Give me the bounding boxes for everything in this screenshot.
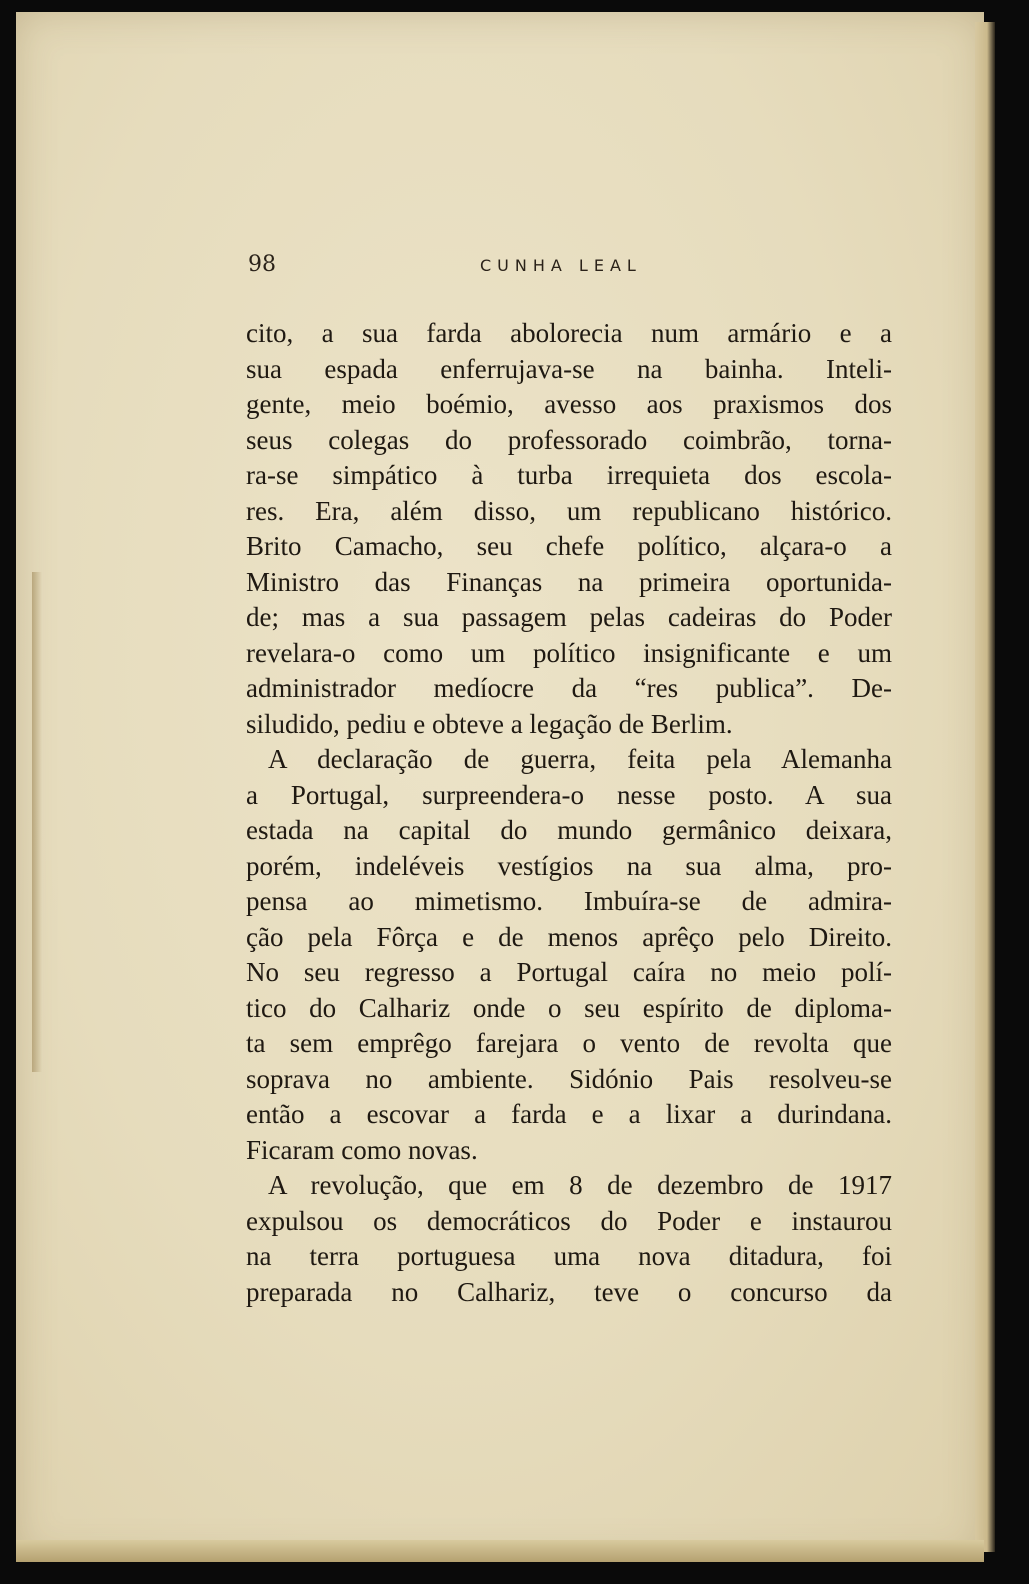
page-number: 98: [248, 252, 276, 277]
text-line: ta sem emprêgo farejara o vento de revolta que: [246, 1028, 892, 1058]
text-line: A revolução, que em 8 de dezembro de 1917: [268, 1170, 892, 1200]
text-line: na terra portuguesa uma nova ditadura, foi: [246, 1241, 892, 1271]
text-line: estada na capital do mundo germânico deixara,: [246, 815, 892, 845]
text-line: expulsou os democráticos do Poder e instaurou: [246, 1205, 892, 1236]
text-line: A declaração de guerra, feita pela Alemanha: [268, 744, 892, 774]
text-line: a Portugal, surpreendera-o nesse posto. A sua: [246, 779, 892, 810]
text-line: cito, a sua farda abolorecia num armário e a: [246, 318, 892, 348]
page-right-edge: [975, 22, 995, 1552]
text-line: de; mas a sua passagem pelas cadeiras do Poder: [246, 602, 892, 632]
text-line: então a escovar a farda e a lixar a durindana.: [246, 1099, 892, 1129]
text-line: administrador medíocre da “res publica”. De-: [246, 673, 892, 703]
text-line: soprava no ambiente. Sidónio Pais resolveu-se: [246, 1063, 892, 1094]
body-text: [246, 316, 892, 1310]
text-line: No seu regresso a Portugal caíra no meio polí-: [246, 957, 892, 987]
text-line: res. Era, além disso, um republicano histórico.: [246, 495, 892, 526]
text-line: pensa ao mimetismo. Imbuíra-se de admira-: [246, 886, 892, 916]
text-line: tico do Calhariz onde o seu espírito de diploma-: [246, 992, 892, 1023]
text-line: porém, indeléveis vestígios na sua alma, pro-: [246, 850, 892, 881]
running-title: CUNHA LEAL: [480, 256, 642, 275]
page-bottom-edge: [16, 1540, 984, 1562]
text-line: seus colegas do professorado coimbrão, torna-: [246, 424, 892, 455]
text-line: ção pela Fôrça e de menos aprêço pelo Direito.: [246, 921, 892, 952]
torn-left-margin: [32, 572, 42, 1072]
running-header: [248, 252, 888, 282]
text-line: siludido, pediu e obteve a legação de Berlim.: [246, 708, 733, 739]
text-line: Ficaram como novas.: [246, 1134, 478, 1165]
text-line: Brito Camacho, seu chefe político, alçara-o a: [246, 531, 892, 561]
text-line: gente, meio boémio, avesso aos praxismos dos: [246, 389, 892, 419]
text-line: ra-se simpático à turba irrequieta dos escola-: [246, 460, 892, 490]
text-line: preparada no Calhariz, teve o concurso da: [246, 1276, 892, 1307]
text-line: revelara-o como um político insignificante e um: [246, 637, 892, 668]
text-line: sua espada enferrujava-se na bainha. Inteli-: [246, 353, 892, 384]
text-line: Ministro das Finanças na primeira oportunida-: [246, 566, 892, 597]
